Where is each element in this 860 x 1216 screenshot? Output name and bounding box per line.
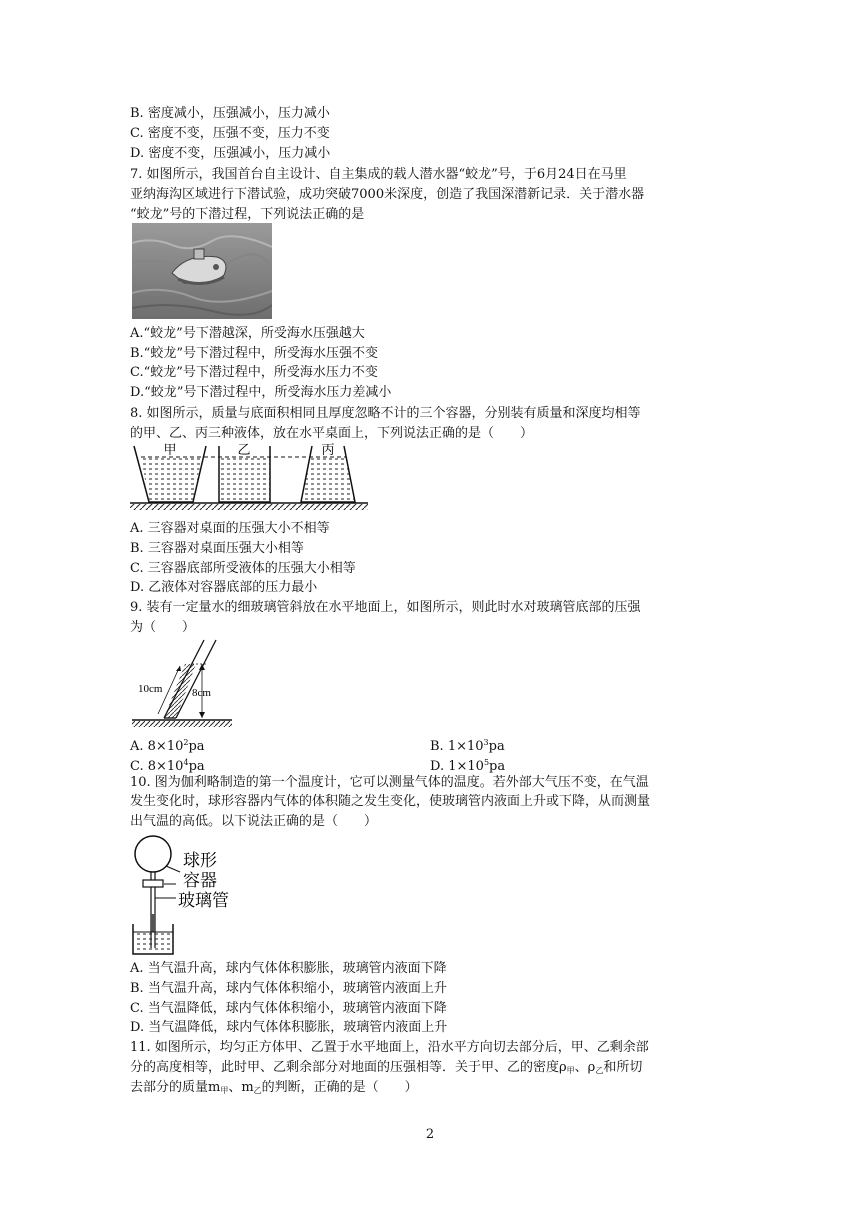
q10-option-c: C. 当气温降低，球内气体体积缩小，玻璃管内液面下降 xyxy=(130,1001,447,1016)
q10-option-d: D. 当气温降低，球内气体体积膨胀，玻璃管内液面上升 xyxy=(130,1020,448,1035)
q10-option-a: A. 当气温升高，球内气体体积膨胀，玻璃管内液面下降 xyxy=(130,961,447,976)
q6-option-c: C. 密度不变，压强不变，压力不变 xyxy=(130,126,330,141)
q9-option-a: A. $8\times 10^2pa$ xyxy=(130,738,205,754)
q10-stem-line-2: 发生变化时，球形容器内气体的体积随之发生变化，使玻璃管内液面上升或下降，从而测量 xyxy=(130,794,651,809)
q7-stem-line-1: 7. 如图所示，我国首台自主设计、自主集成的载人潜水器“蛟龙”号，于6月24日在马里 xyxy=(130,167,627,182)
q8-stem-line-2: 的甲、乙、丙三种液体，放在水平桌面上，下列说法正确的是（ ） xyxy=(130,426,534,441)
label-jia: 甲 xyxy=(163,443,177,458)
q6-option-b: B. 密度减小，压强减小，压力减小 xyxy=(130,106,330,121)
three-containers-figure xyxy=(130,442,370,514)
q7-option-c: C.“蛟龙”号下潜过程中，所受海水压力不变 xyxy=(130,365,378,380)
q7-stem-line-2: 亚纳海沟区域进行下潜试验，成功突破7000米深度，创造了我国深潜新记录．关于潜水器 xyxy=(130,187,645,202)
galileo-thermometer-figure xyxy=(130,832,250,956)
label-bing: 丙 xyxy=(321,443,335,458)
page-number: 2 xyxy=(425,1127,435,1142)
q7-option-a: A.“蛟龙”号下潜越深，所受海水压强越大 xyxy=(130,326,365,341)
q9-option-d: D. $1\times 10^5pa$ xyxy=(430,758,506,774)
q8-option-c: C. 三容器底部所受液体的压强大小相等 xyxy=(130,561,356,576)
label-ball-line-1: 球形 xyxy=(183,851,217,871)
q11-stem-line-3: 去部分的质量$m_甲$、$m_乙$的判断，正确的是（ ） xyxy=(130,1080,418,1095)
q9-stem-line-2: 为（ ） xyxy=(130,620,196,635)
q8-option-a: A. 三容器对桌面的压强大小不相等 xyxy=(130,521,330,536)
q9-stem-line-1: 9. 装有一定量水的细玻璃管斜放在水平地面上，如图所示，则此时水对玻璃管底部的压强 xyxy=(130,600,641,615)
q10-stem-line-1: 10. 图为伽利略制造的第一个温度计，它可以测量气体的温度。若外部大气压不变，在气温 xyxy=(130,775,649,790)
q8-option-d: D. 乙液体对容器底部的压力最小 xyxy=(130,580,318,595)
submarine-photo xyxy=(132,223,272,319)
q9-option-b: B. $1\times 10^3pa$ xyxy=(430,738,505,754)
q7-option-d: D.“蛟龙”号下潜过程中，所受海水压力差减小 xyxy=(130,385,392,400)
label-8cm: 8cm xyxy=(192,687,211,699)
q7-option-b: B.“蛟龙”号下潜过程中，所受海水压强不变 xyxy=(130,346,378,361)
label-ball-line-2: 容器 xyxy=(183,871,217,891)
q10-option-b: B. 当气温升高，球内气体体积缩小，玻璃管内液面上升 xyxy=(130,981,447,996)
label-tube: 玻璃管 xyxy=(178,891,229,911)
q9-option-c: C. $8\times 10^4pa$ xyxy=(130,758,205,774)
q6-option-d: D. 密度不变，压强减小，压力减小 xyxy=(130,146,331,161)
q8-stem-line-1: 8. 如图所示，质量与底面积相同且厚度忽略不计的三个容器，分别装有质量和深度均相等 xyxy=(130,406,641,421)
q8-option-b: B. 三容器对桌面压强大小相等 xyxy=(130,541,304,556)
q11-stem-line-1: 11. 如图所示，均匀正方体甲、乙置于水平地面上，沿水平方向切去部分后，甲、乙剩余部 xyxy=(130,1040,649,1055)
inclined-tube-figure xyxy=(130,636,236,728)
q11-stem-line-2: 分的高度相等，此时甲、乙剩余部分对地面的压强相等．关于甲、乙的密度$\rho_甲$、$\rho_乙$和所切 xyxy=(130,1060,643,1075)
label-10cm: 10cm xyxy=(138,683,163,695)
q10-stem-line-3: 出气温的高低。以下说法正确的是（ ） xyxy=(130,814,378,829)
label-yi: 乙 xyxy=(237,443,251,458)
q7-stem-line-3: “蛟龙”号的下潜过程，下列说法正确的是 xyxy=(130,207,365,222)
